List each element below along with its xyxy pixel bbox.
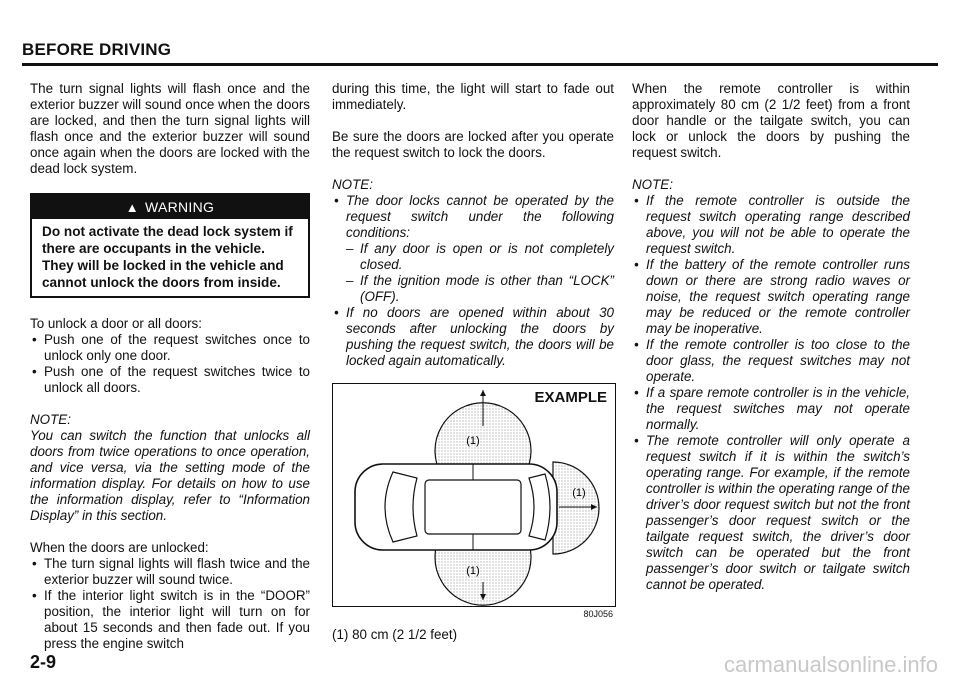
figure-caption: (1) 80 cm (2 1/2 feet): [332, 627, 458, 642]
list-item: • If the remote controller is too close to the door glass, the request switches may not operate.: [632, 337, 910, 385]
unlocked-list: [30, 556, 310, 652]
unlock-list: [30, 332, 310, 396]
column-left: [30, 81, 310, 668]
figure-code: 80J056: [583, 609, 613, 619]
warning-label: WARNING: [144, 199, 215, 215]
list-item: • Push one of the request switches twice to unlock all doors.: [30, 364, 310, 396]
note-title: NOTE:: [332, 177, 373, 192]
list-item: • If a spare remote controller is in the vehicle, the request switches may not operate normally.: [632, 385, 910, 433]
list-item: • If the remote controller is outside the request switch operating range described above, you will not be able to operate the request switch.: [632, 193, 910, 257]
dimension-arrow-top: [480, 390, 486, 396]
range-marker-rear: (1): [572, 487, 586, 499]
list-item: [332, 193, 614, 305]
range-marker-bottom: (1): [466, 565, 480, 577]
unlocked-intro: When the doors are unlocked:: [30, 540, 209, 555]
column-middle: [332, 81, 614, 643]
intro-paragraph: The turn signal lights will flash once and the exterior buzzer will sound once when the doors are locked, and then the turn signal lights will flash once and the exterior buzzer will sound once again when the doors are locked with the dead lock system.: [30, 81, 310, 176]
list-item: • If no doors are opened within about 30 seconds after unlocking the doors by pushing the request switch, the doors will be locked again automatically.: [332, 305, 614, 369]
warning-text: Do not activate the dead lock system if there are occupants in the vehicle. They will be locked in the vehicle and cannot unlock the doors from inside.: [42, 224, 293, 290]
note-item-text: The door locks cannot be operated by the request switch under the following conditions:: [346, 193, 614, 240]
warning-box: [30, 193, 310, 298]
list-item: • The remote controller will only operate a request switch if it is within the switch’s operating range. For example, if the remote controller is within the operating range of the driver’s door request switch but not the front passenger’s door request switch or the tailgate request switch, the driver’s door switch can be operated but the front passenger’s door switch or tailgate switch cannot be operated.: [632, 433, 910, 593]
watermark: carmanualsonline.info: [723, 652, 938, 677]
note-title: NOTE:: [632, 177, 673, 192]
header-divider: [22, 63, 938, 66]
figure-example-label: EXAMPLE: [534, 389, 607, 406]
sub-list-item: – If the ignition mode is other than “LOCK” (OFF).: [346, 273, 614, 305]
range-marker-top: (1): [466, 435, 480, 447]
list-item: • If the battery of the remote controller runs down or there are strong radio waves or noise, the request switch operating range may be reduced or the remote controller may be inoperative.: [632, 257, 910, 337]
intro-paragraph: When the remote controller is within approximately 80 cm (2 1/2 feet) from a front door handle or the tailgate switch, you can lock or unlock the doors by pushing the request switch.: [632, 81, 910, 160]
be-sure-paragraph: Be sure the doors are locked after you operate the request switch to lock the doors.: [332, 129, 614, 160]
list-item: • Push one of the request switches once to unlock only one door.: [30, 332, 310, 364]
car-roof: [425, 480, 521, 534]
page-number: 2-9: [30, 652, 57, 672]
note-list: [632, 193, 910, 593]
column-right: [632, 81, 910, 609]
warning-header: [32, 195, 308, 219]
warning-triangle-icon: ▲: [125, 200, 139, 215]
unlock-intro: To unlock a door or all doors:: [30, 316, 202, 331]
vehicle-range-figure: [332, 383, 616, 619]
section-title: BEFORE DRIVING: [22, 40, 172, 59]
car-windshield: [385, 472, 417, 542]
note-title: NOTE:: [30, 412, 71, 427]
continued-paragraph: during this time, the light will start to fade out immediately.: [332, 81, 614, 112]
list-item: • If the interior light switch is in the “DOOR” position, the interior light will turn on for about 15 seconds and then fade out. If you press the engine switch: [30, 588, 310, 652]
sub-list-item: – If any door is open or is not completely closed.: [346, 241, 614, 273]
note-text: You can switch the function that unlocks all doors from twice operations to once operation, and vice versa, via the setting mode of the information display. For details on how to use the information display, refer to “Information Display” in this section.: [30, 428, 310, 523]
list-item: • The turn signal lights will flash twice and the exterior buzzer will sound twice.: [30, 556, 310, 588]
note-list: [332, 193, 614, 369]
vehicle-range-diagram: [333, 384, 615, 606]
sub-list: [346, 241, 614, 305]
